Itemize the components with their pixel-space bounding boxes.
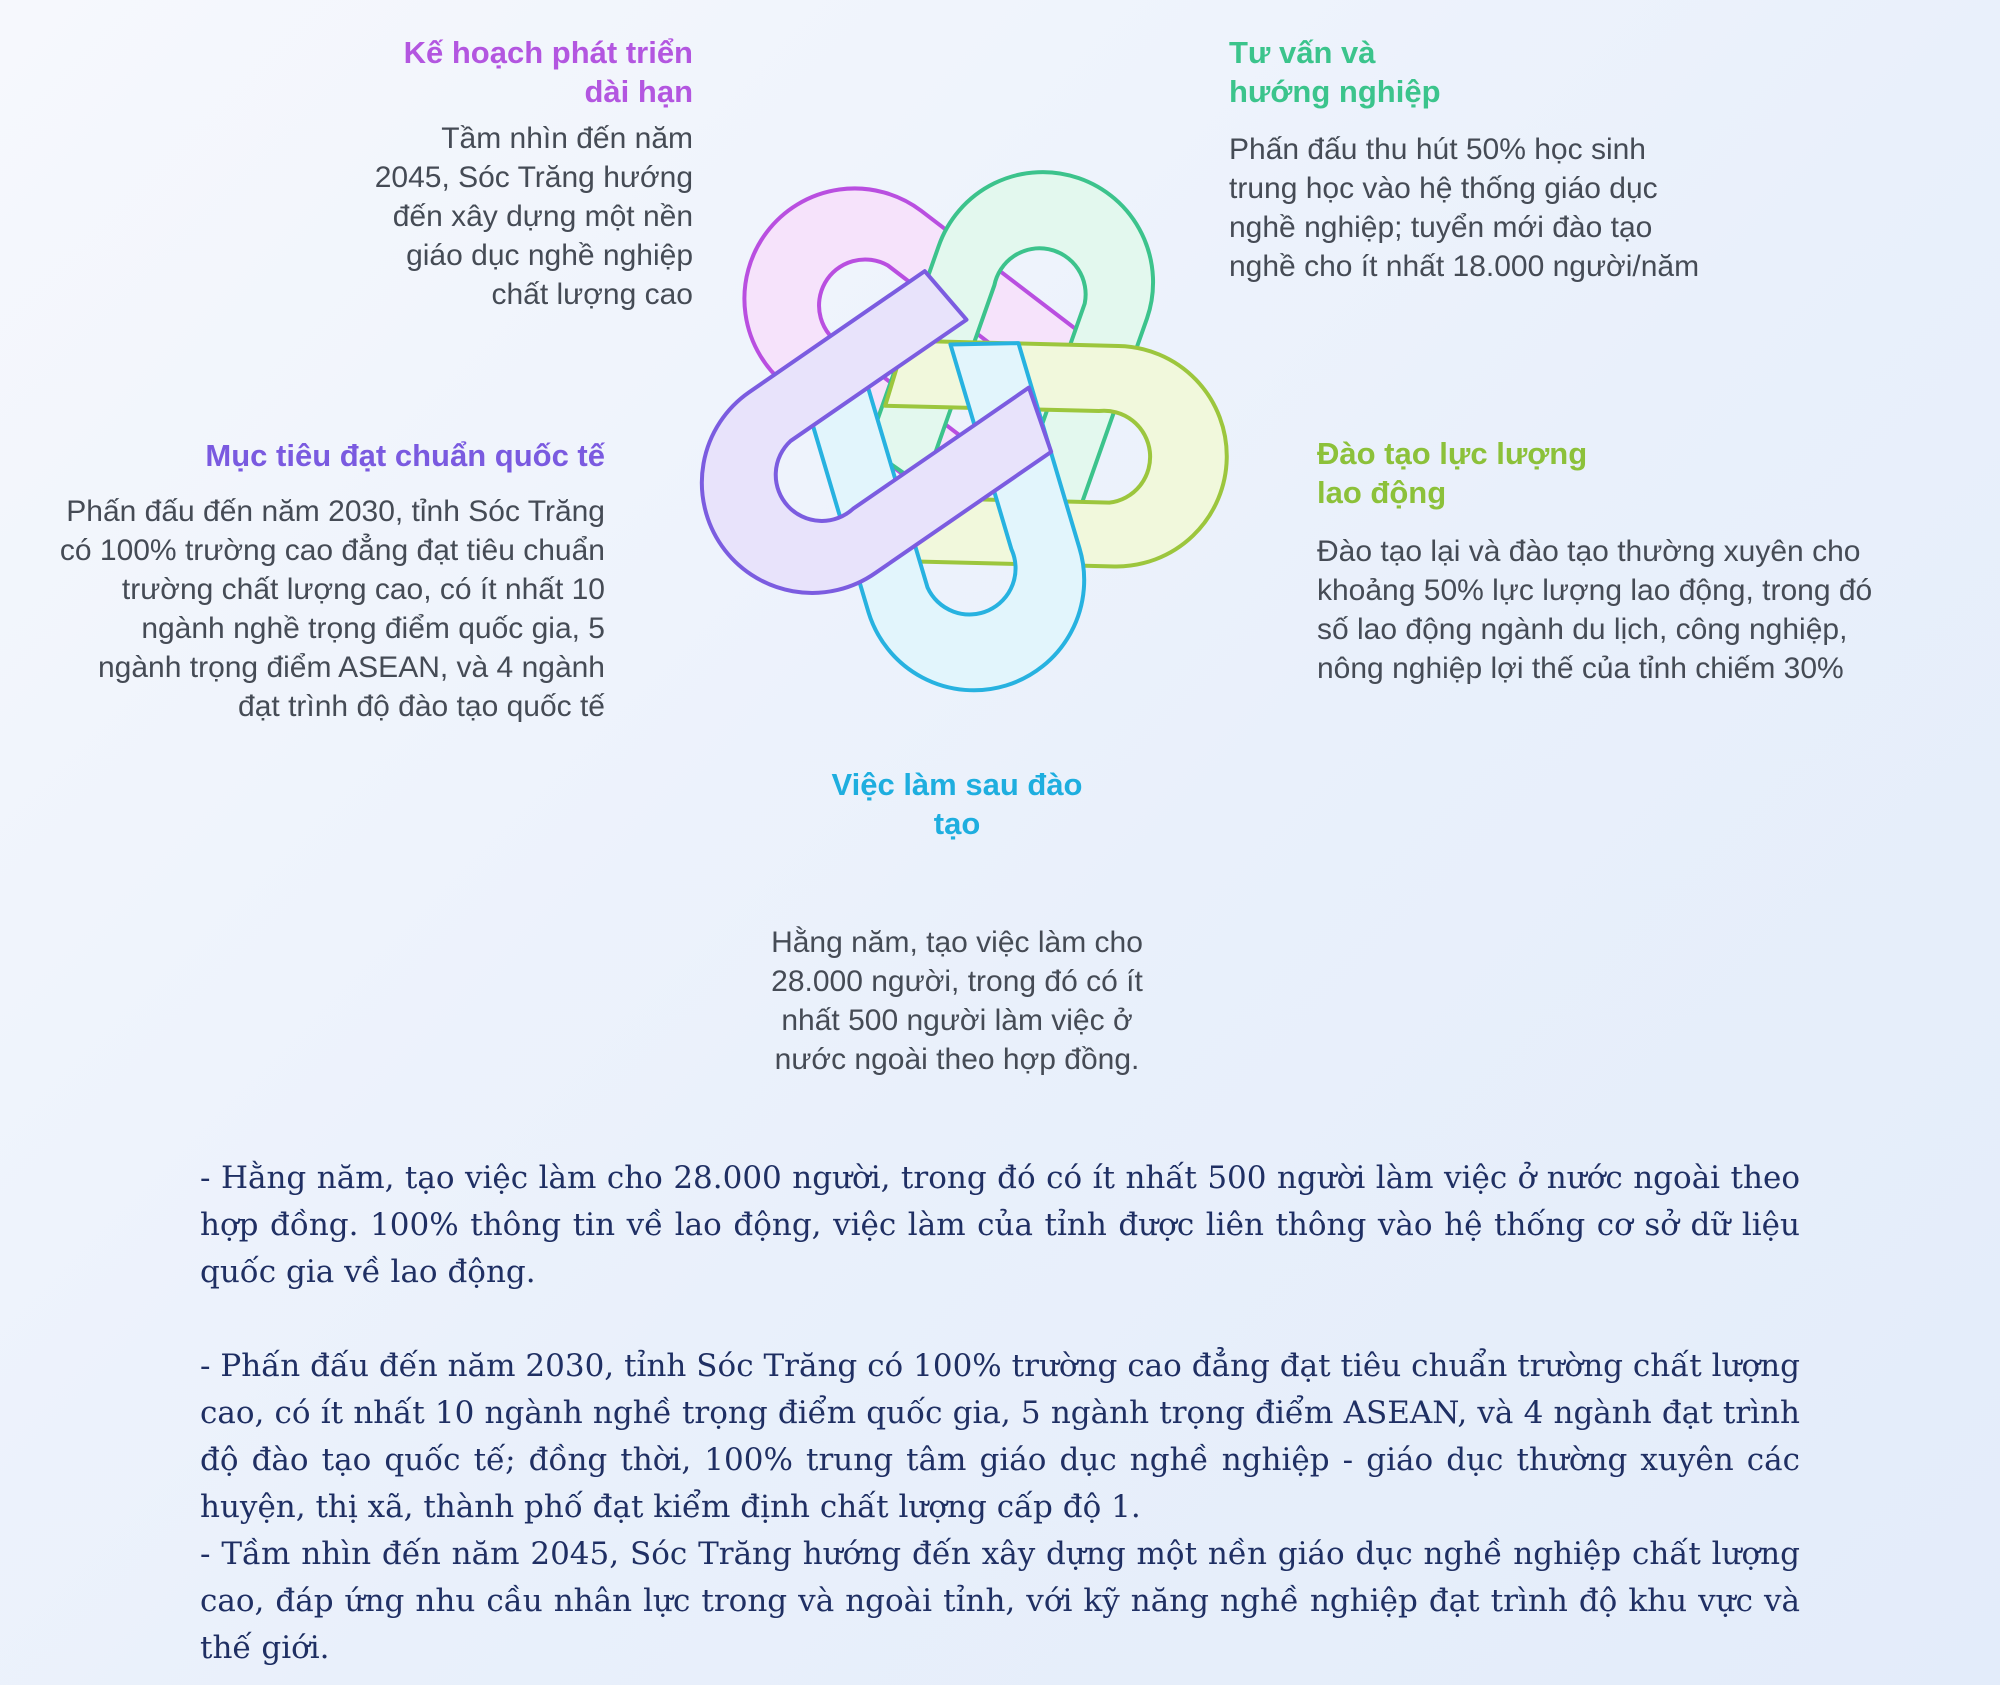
segment-desc-long-term-plan (293, 119, 693, 314)
title-line: Tư vấn và (1229, 35, 1376, 70)
segment-title-long-term-plan (293, 33, 693, 111)
desc-line: đạt trình độ đào tạo quốc tế (238, 690, 605, 723)
desc-line: Hằng năm, tạo việc làm cho (771, 926, 1143, 959)
desc-line: có 100% trường cao đẳng đạt tiêu chuẩn (59, 534, 605, 567)
title-line: dài hạn (584, 74, 693, 109)
body-paragraph: - Tầm nhìn đến năm 2045, Sóc Trăng hướng đến xây dựng một nền giáo dục nghề nghiệp chất lượng cao, đáp ứng nhu cầu nhân lực trong và ngoài tỉnh, với kỹ năng nghề nghiệp đạt trình độ khu vực và thế giới. (200, 1536, 1800, 1666)
desc-line: nhất 500 người làm việc ở (781, 1004, 1133, 1037)
desc-line: nước ngoài theo hợp đồng. (774, 1043, 1140, 1076)
desc-line: Phấn đấu thu hút 50% học sinh (1229, 133, 1646, 166)
body-paragraph: - Phấn đấu đến năm 2030, tỉnh Sóc Trăng có 100% trường cao đẳng đạt tiêu chuẩn trường chất lượng cao, có ít nhất 10 ngành nghề trọng điểm quốc gia, 5 ngành trọng điểm ASEAN, và 4 ngành đạt trình độ đào tạo quốc tế; đồng thời, 100% trung tâm giáo dục nghề nghiệp - giáo dục thường xuyên các huyện, thị xã, thành phố đạt kiểm định chất lượng cấp độ 1. (200, 1348, 1800, 1525)
desc-line: đến xây dựng một nền (392, 200, 693, 233)
desc-line: số lao động ngành du lịch, công nghiệp, (1317, 613, 1848, 646)
desc-line: Đào tạo lại và đào tạo thường xuyên cho (1317, 535, 1861, 568)
segment-title-career-counseling (1229, 33, 1729, 111)
desc-line: giáo dục nghề nghiệp (406, 239, 693, 272)
desc-line: nông nghiệp lợi thế của tỉnh chiếm 30% (1317, 652, 1844, 685)
desc-line: Phấn đấu đến năm 2030, tỉnh Sóc Trăng (66, 495, 605, 528)
title-line: Mục tiêu đạt chuẩn quốc tế (205, 438, 605, 473)
knot-diagram (620, 90, 1300, 750)
title-line: tạo (933, 806, 981, 841)
desc-line: nghề nghiệp; tuyển mới đào tạo (1229, 211, 1653, 244)
title-line: Đào tạo lực lượng (1317, 436, 1588, 471)
desc-line: ngành nghề trọng điểm quốc gia, 5 (141, 612, 605, 645)
article-body (200, 1155, 1800, 1672)
segment-desc-career-counseling (1229, 130, 1789, 286)
desc-line: 28.000 người, trong đó có ít (771, 965, 1143, 998)
segment-title-workforce-training (1317, 434, 1817, 512)
desc-line: 2045, Sóc Trăng hướng (374, 161, 693, 194)
desc-line: Tầm nhìn đến năm (441, 122, 693, 155)
desc-line: nghề cho ít nhất 18.000 người/năm (1229, 250, 1700, 283)
title-line: hướng nghiệp (1229, 74, 1441, 109)
desc-line: khoảng 50% lực lượng lao động, trong đó (1317, 574, 1873, 607)
title-line: Kế hoạch phát triển (403, 35, 693, 70)
segment-desc-workforce-training (1317, 532, 1977, 688)
segment-title-international-standards (45, 436, 605, 475)
desc-line: ngành trọng điểm ASEAN, và 4 ngành (97, 651, 605, 684)
segment-desc-post-training-jobs (717, 923, 1197, 1079)
body-paragraph: - Hằng năm, tạo việc làm cho 28.000 người, trong đó có ít nhất 500 người làm việc ở nước ngoài theo hợp đồng. 100% thông tin về lao động, việc làm của tỉnh được liên thông vào hệ thống cơ sở dữ liệu quốc gia về lao động. (200, 1160, 1800, 1290)
segment-desc-international-standards (5, 492, 605, 726)
segment-title-post-training-jobs (757, 765, 1157, 843)
desc-line: trung học vào hệ thống giáo dục (1229, 172, 1658, 205)
desc-line: chất lượng cao (491, 278, 693, 311)
title-line: Việc làm sau đào (831, 767, 1083, 802)
desc-line: trường chất lượng cao, có ít nhất 10 (121, 573, 605, 606)
title-line: lao động (1317, 475, 1447, 510)
